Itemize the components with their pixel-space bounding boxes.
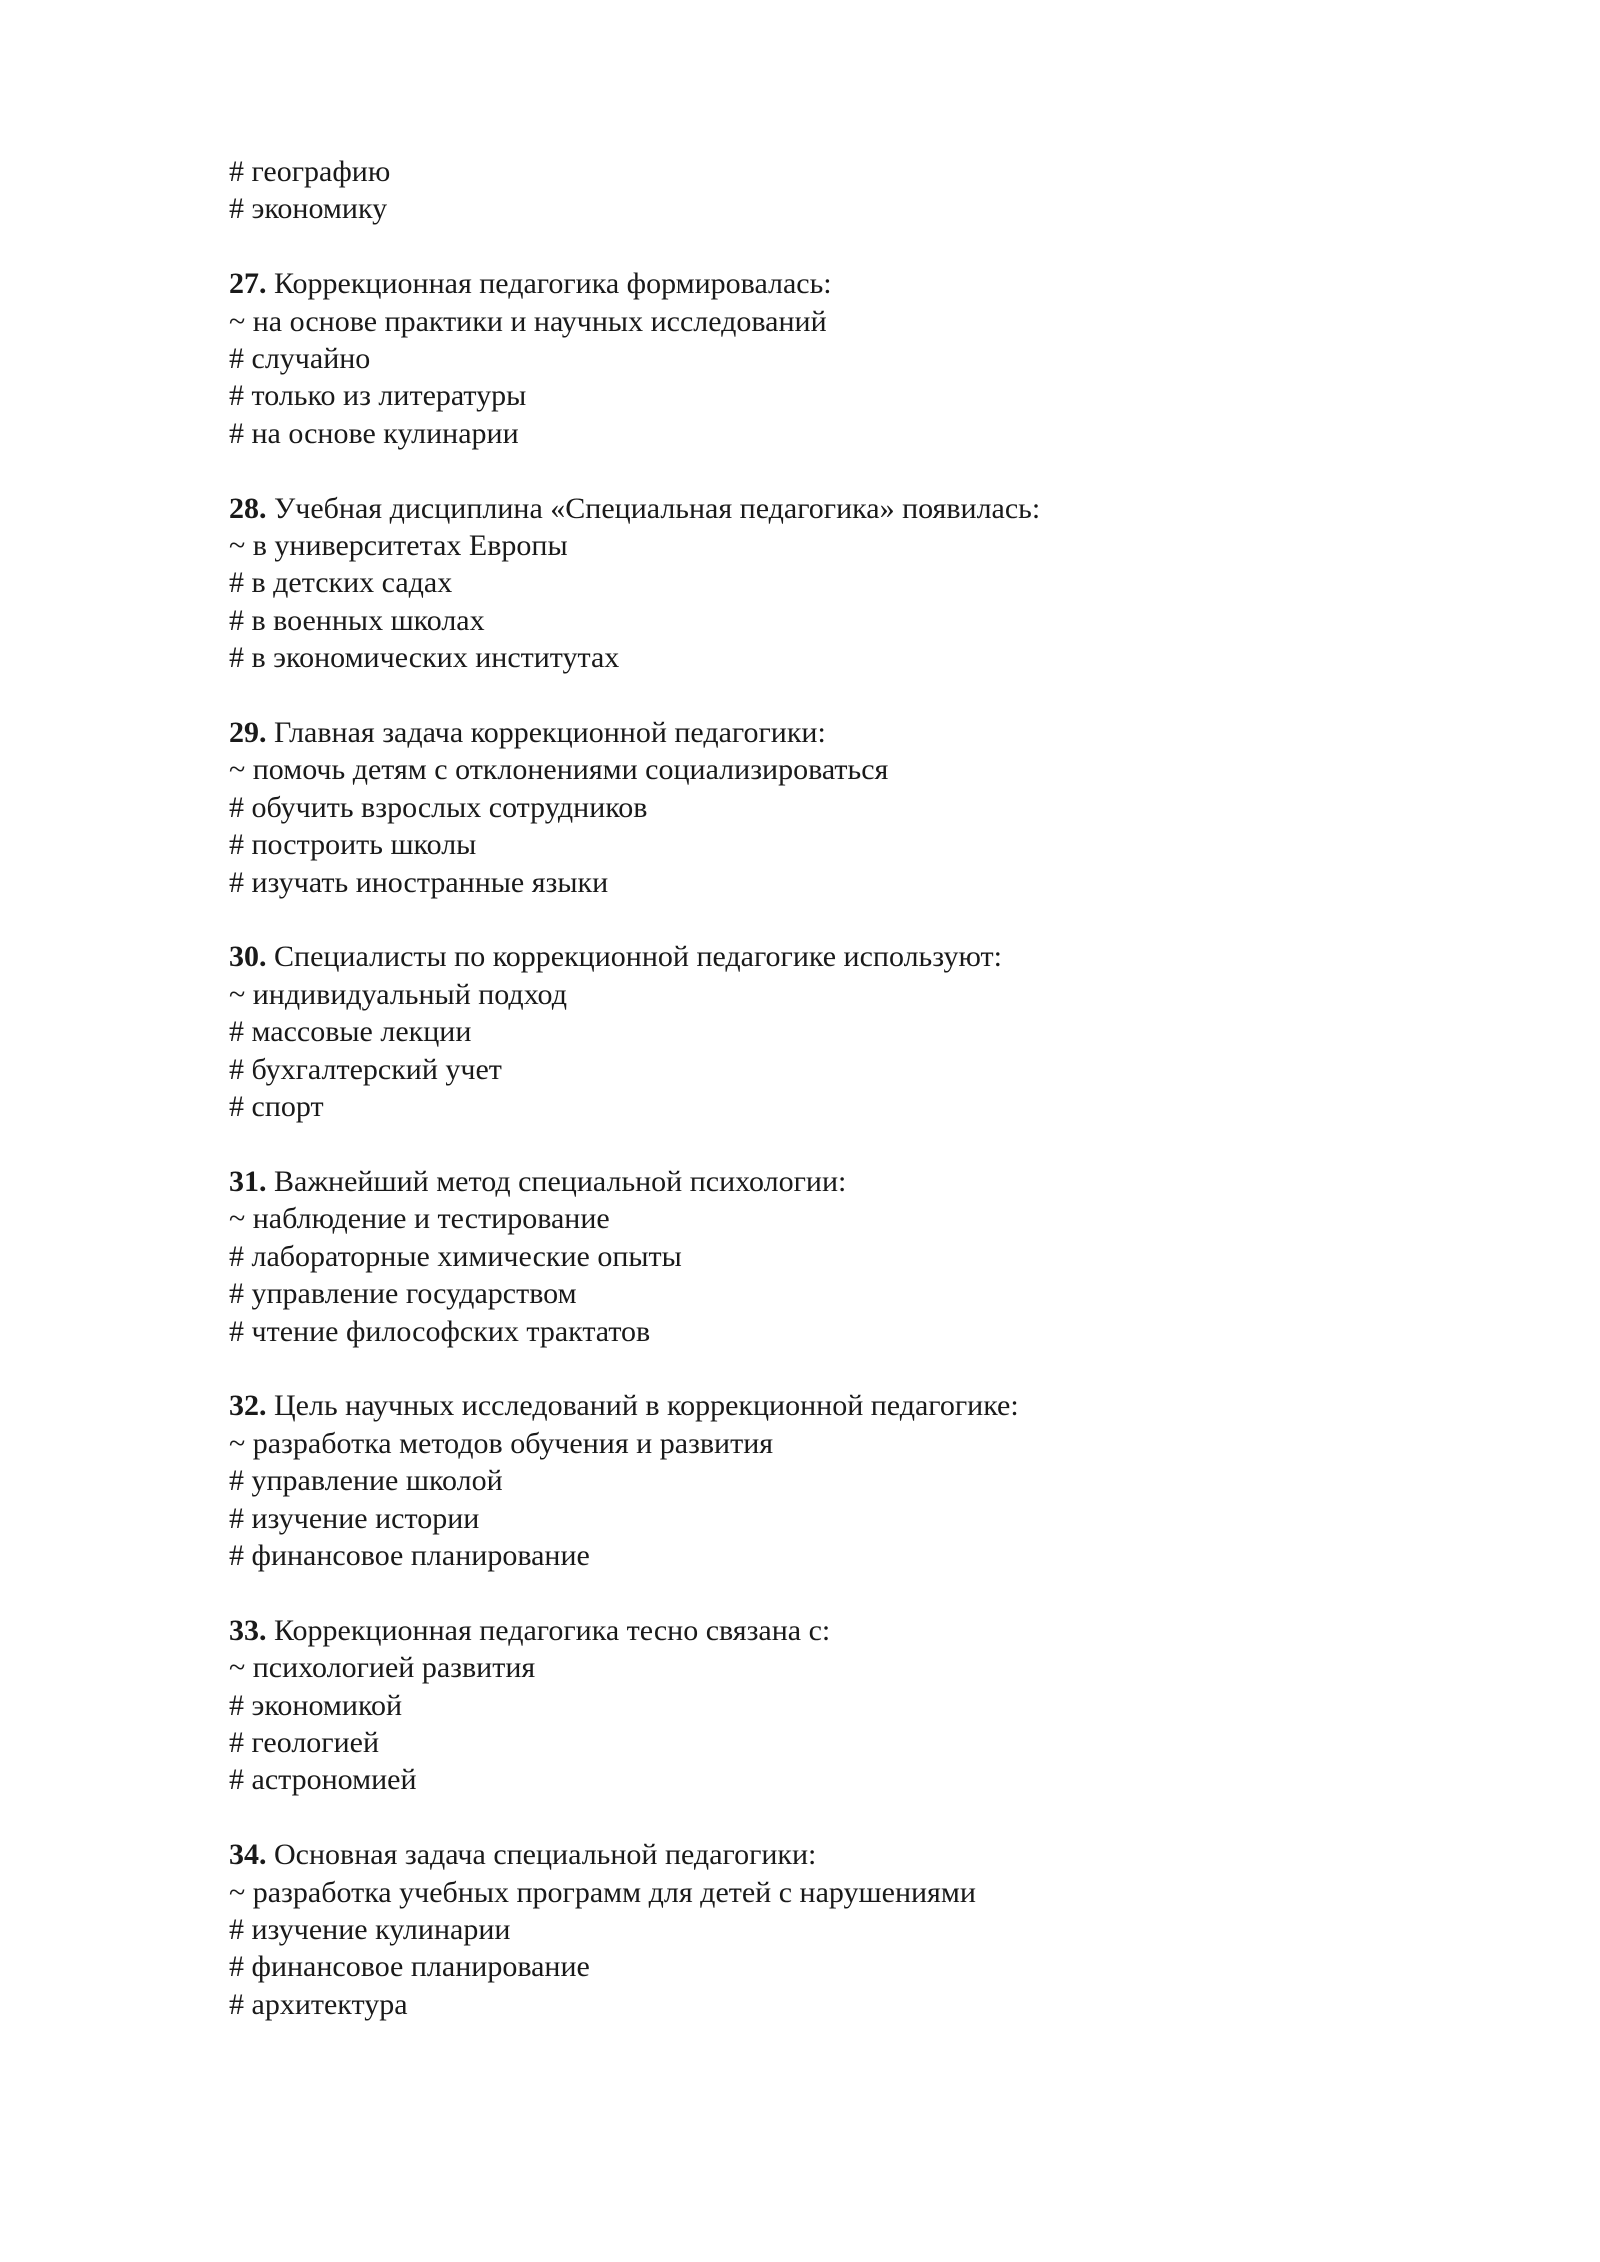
answer-option: # только из литературы: [229, 379, 527, 413]
question-number: 29.: [229, 716, 267, 750]
question-text: Коррекционная педагогика формировалась:: [274, 267, 832, 301]
lead-answer: # экономику: [229, 192, 388, 226]
answer-option: ~ индивидуальный подход: [229, 977, 567, 1011]
question-line: [229, 490, 1429, 527]
question-number: 32.: [229, 1389, 267, 1423]
answer-option: ~ наблюдение и тестирование: [229, 1202, 610, 1236]
spacer: [229, 1799, 1429, 1836]
question-block: [229, 490, 1429, 677]
question-text: Важнейший метод специальной психологии:: [274, 1164, 847, 1198]
question-block: [229, 265, 1429, 452]
answer-option: # изучение истории: [229, 1501, 480, 1535]
question-line: [229, 1836, 1429, 1873]
question-text: Главная задача коррекционной педагогики:: [274, 716, 826, 750]
question-block: [229, 938, 1429, 1125]
answer-option: # на основе кулинарии: [229, 416, 519, 450]
question-line: [229, 265, 1429, 302]
answer-option: # финансовое планирование: [229, 1538, 590, 1572]
spacer: [229, 1126, 1429, 1163]
question-number: 33.: [229, 1613, 267, 1647]
spacer: [229, 1350, 1429, 1387]
answer-option: # массовые лекции: [229, 1015, 472, 1049]
answer-option: ~ психологией развития: [229, 1651, 536, 1685]
document-page: [229, 153, 1429, 2023]
spacer: [229, 1574, 1429, 1611]
question-block: [229, 1836, 1429, 2023]
answer-option: # геологией: [229, 1725, 380, 1759]
question-number: 28.: [229, 491, 267, 525]
lead-answer: # географию: [229, 155, 391, 188]
question-number: 31.: [229, 1164, 267, 1198]
answer-option: # в экономических институтах: [229, 641, 620, 675]
answer-option: ~ на основе практики и научных исследований: [229, 304, 827, 338]
answer-option: # экономикой: [229, 1688, 403, 1722]
spacer: [229, 901, 1429, 938]
answer-option: # управление школой: [229, 1464, 503, 1498]
answer-option: # изучение кулинарии: [229, 1912, 511, 1946]
answer-option: ~ разработка учебных программ для детей с нарушениями: [229, 1875, 976, 1909]
question-line: [229, 938, 1429, 975]
answer-option: ~ в университетах Европы: [229, 529, 568, 563]
answer-option: # в детских садах: [229, 566, 453, 600]
spacer: [229, 677, 1429, 714]
question-number: 34.: [229, 1838, 267, 1872]
question-text: Основная задача специальной педагогики:: [274, 1838, 817, 1872]
answer-option: # управление государством: [229, 1277, 577, 1311]
answer-option: # построить школы: [229, 828, 477, 862]
spacer: [229, 228, 1429, 265]
answer-option: # астрономией: [229, 1763, 417, 1797]
answer-option: # чтение философских трактатов: [229, 1314, 651, 1348]
spacer: [229, 452, 1429, 489]
answer-option: # архитектура: [229, 1987, 408, 2021]
question-block: [229, 1387, 1429, 1574]
question-number: 27.: [229, 267, 267, 301]
answer-option: # финансовое планирование: [229, 1950, 590, 1984]
answer-option: # спорт: [229, 1090, 324, 1124]
question-text: Цель научных исследований в коррекционной педагогике:: [274, 1389, 1019, 1423]
question-number: 30.: [229, 940, 267, 974]
question-text: Коррекционная педагогика тесно связана с:: [274, 1613, 831, 1647]
question-block: [229, 1163, 1429, 1350]
question-line: [229, 1163, 1429, 1200]
answer-option: # случайно: [229, 342, 371, 376]
question-block: [229, 1612, 1429, 1799]
answer-option: # бухгалтерский учет: [229, 1052, 502, 1086]
answer-option: # изучать иностранные языки: [229, 865, 609, 899]
answer-option: ~ разработка методов обучения и развития: [229, 1426, 774, 1460]
question-line: [229, 714, 1429, 751]
question-text: Специалисты по коррекционной педагогике используют:: [274, 940, 1002, 974]
question-line: [229, 1612, 1429, 1649]
answer-option: # в военных школах: [229, 603, 485, 637]
answer-option: # лабораторные химические опыты: [229, 1239, 682, 1273]
question-text: Учебная дисциплина «Специальная педагогика» появилась:: [274, 491, 1041, 525]
answer-option: # обучить взрослых сотрудников: [229, 790, 648, 824]
answer-option: ~ помочь детям с отклонениями социализироваться: [229, 753, 889, 787]
question-line: [229, 1387, 1429, 1424]
question-block: [229, 714, 1429, 901]
